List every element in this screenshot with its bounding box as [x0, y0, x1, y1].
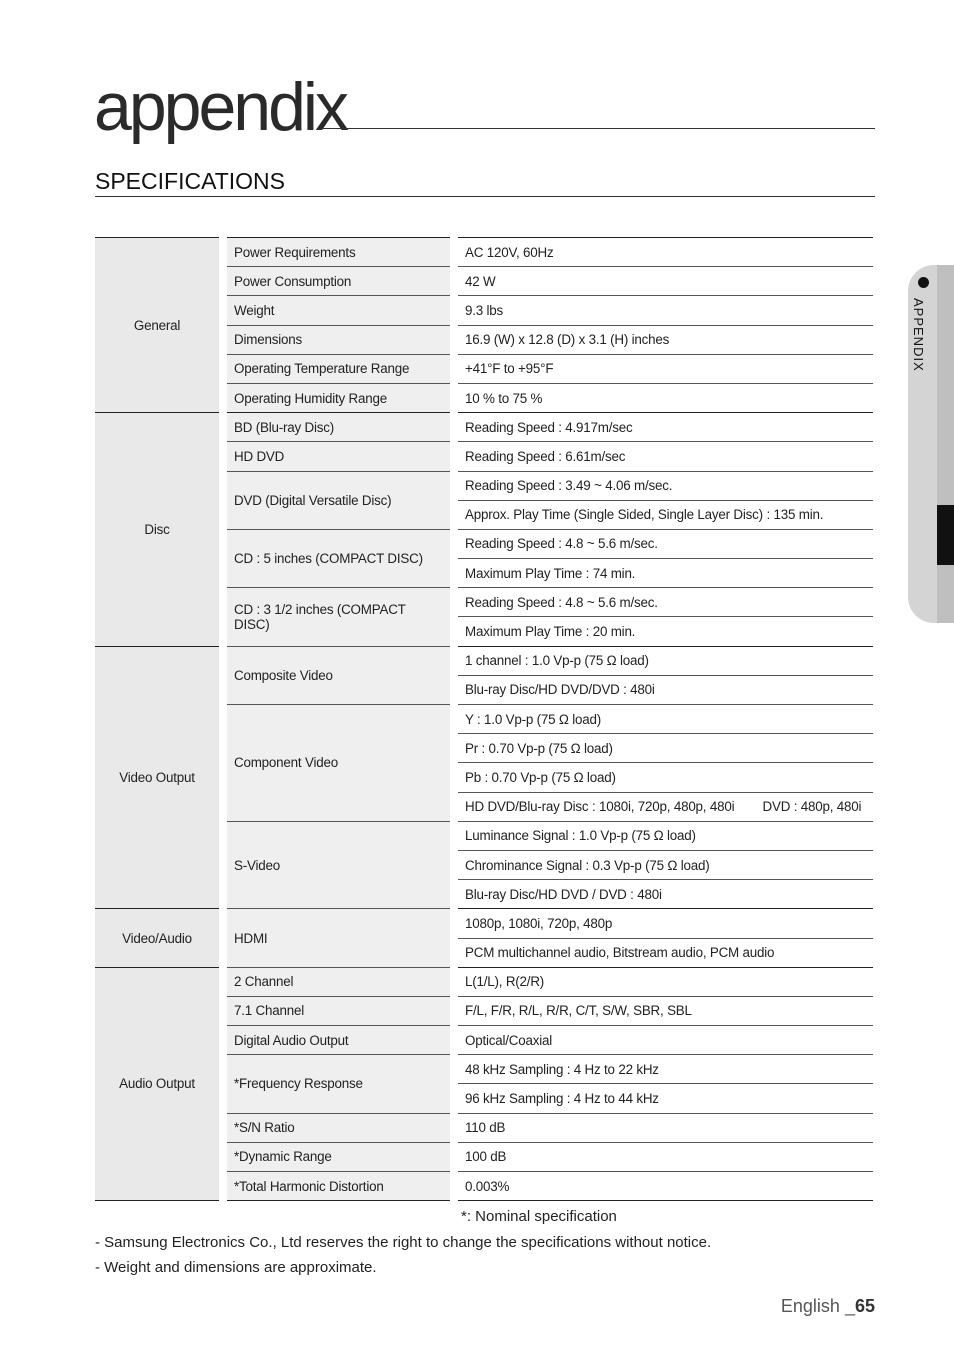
category-cell: Audio Output — [95, 967, 223, 1201]
chapter-title-rule — [320, 128, 875, 129]
specifications-table — [95, 237, 873, 1201]
item-cell: Operating Temperature Range — [223, 354, 454, 383]
value-cell: 1 channel : 1.0 Vp-p (75 Ω load) — [454, 646, 873, 675]
value-cell: Reading Speed : 4.917m/sec — [454, 413, 873, 442]
value-cell: 1080p, 1080i, 720p, 480p — [454, 909, 873, 938]
item-cell: Digital Audio Output — [223, 1026, 454, 1055]
value-cell: Blu-ray Disc/HD DVD/DVD : 480i — [454, 675, 873, 704]
table-row — [95, 909, 873, 938]
item-cell: Weight — [223, 296, 454, 325]
item-cell: *S/N Ratio — [223, 1113, 454, 1142]
item-cell: Dimensions — [223, 325, 454, 354]
footer-language: English _ — [780, 1296, 855, 1316]
side-tab-label: APPENDIX — [911, 298, 926, 372]
page-footer — [781, 1296, 875, 1317]
item-cell: DVD (Digital Versatile Disc) — [223, 471, 454, 529]
section-title: SPECIFICATIONS — [95, 168, 285, 194]
value-cell: Y : 1.0 Vp-p (75 Ω load) — [454, 705, 873, 734]
value-cell: Reading Speed : 3.49 ~ 4.06 m/sec. — [454, 471, 873, 500]
item-cell: HDMI — [223, 909, 454, 967]
table-row — [95, 238, 873, 267]
value-cell: 48 kHz Sampling : 4 Hz to 22 kHz — [454, 1055, 873, 1084]
value-cell: 110 dB — [454, 1113, 873, 1142]
page-number: 65 — [854, 1296, 875, 1316]
item-cell: Power Consumption — [223, 267, 454, 296]
side-tab-strip — [937, 265, 954, 623]
value-cell: L(1/L), R(2/R) — [454, 967, 873, 996]
nominal-note: *: Nominal specification — [461, 1208, 617, 1225]
value-cell: HD DVD/Blu-ray Disc : 1080i, 720p, 480p, 480i DVD : 480p, 480i — [454, 792, 873, 821]
chapter-title: appendix — [94, 69, 347, 145]
value-cell: 96 kHz Sampling : 4 Hz to 44 kHz — [454, 1084, 873, 1113]
category-cell: Disc — [95, 413, 223, 647]
item-cell: *Dynamic Range — [223, 1142, 454, 1171]
value-cell: Luminance Signal : 1.0 Vp-p (75 Ω load) — [454, 821, 873, 850]
item-cell: Component Video — [223, 705, 454, 822]
value-cell: Reading Speed : 4.8 ~ 5.6 m/sec. — [454, 588, 873, 617]
item-cell: 7.1 Channel — [223, 996, 454, 1025]
section-title-rule — [95, 196, 875, 197]
item-cell: *Total Harmonic Distortion — [223, 1172, 454, 1201]
value-cell: Pb : 0.70 Vp-p (75 Ω load) — [454, 763, 873, 792]
item-cell: 2 Channel — [223, 967, 454, 996]
item-cell: CD : 5 inches (COMPACT DISC) — [223, 529, 454, 587]
item-cell: *Frequency Response — [223, 1055, 454, 1113]
value-cell: 100 dB — [454, 1142, 873, 1171]
value-cell: Approx. Play Time (Single Sided, Single Layer Disc) : 135 min. — [454, 500, 873, 529]
value-cell: +41°F to +95°F — [454, 354, 873, 383]
category-cell: Video/Audio — [95, 909, 223, 967]
item-cell: Composite Video — [223, 646, 454, 704]
category-cell: General — [95, 238, 223, 413]
value-cell: Pr : 0.70 Vp-p (75 Ω load) — [454, 734, 873, 763]
item-cell: S-Video — [223, 821, 454, 909]
bullet-icon — [918, 277, 929, 288]
value-cell: Maximum Play Time : 74 min. — [454, 559, 873, 588]
value-cell: 10 % to 75 % — [454, 383, 873, 412]
value-cell: Maximum Play Time : 20 min. — [454, 617, 873, 646]
value-cell: Chrominance Signal : 0.3 Vp-p (75 Ω load) — [454, 850, 873, 879]
item-cell: CD : 3 1/2 inches (COMPACT DISC) — [223, 588, 454, 646]
value-cell: 16.9 (W) x 12.8 (D) x 3.1 (H) inches — [454, 325, 873, 354]
item-cell: Power Requirements — [223, 238, 454, 267]
value-cell: F/L, F/R, R/L, R/R, C/T, S/W, SBR, SBL — [454, 996, 873, 1025]
value-cell: AC 120V, 60Hz — [454, 238, 873, 267]
value-cell: Optical/Coaxial — [454, 1026, 873, 1055]
footnote: - Samsung Electronics Co., Ltd reserves the right to change the specifications without notice. — [95, 1234, 712, 1251]
item-cell: Operating Humidity Range — [223, 383, 454, 412]
table-row — [95, 646, 873, 675]
value-cell: Reading Speed : 6.61m/sec — [454, 442, 873, 471]
value-cell: Reading Speed : 4.8 ~ 5.6 m/sec. — [454, 529, 873, 558]
value-cell: Blu-ray Disc/HD DVD / DVD : 480i — [454, 880, 873, 909]
table-row — [95, 967, 873, 996]
table-row — [95, 413, 873, 442]
value-cell: 0.003% — [454, 1172, 873, 1201]
item-cell: BD (Blu-ray Disc) — [223, 413, 454, 442]
value-cell: 42 W — [454, 267, 873, 296]
value-cell: 9.3 lbs — [454, 296, 873, 325]
category-cell: Video Output — [95, 646, 223, 909]
value-cell: PCM multichannel audio, Bitstream audio, PCM audio — [454, 938, 873, 967]
footnote: - Weight and dimensions are approximate. — [95, 1259, 377, 1276]
item-cell: HD DVD — [223, 442, 454, 471]
side-tab-marker — [937, 505, 954, 565]
